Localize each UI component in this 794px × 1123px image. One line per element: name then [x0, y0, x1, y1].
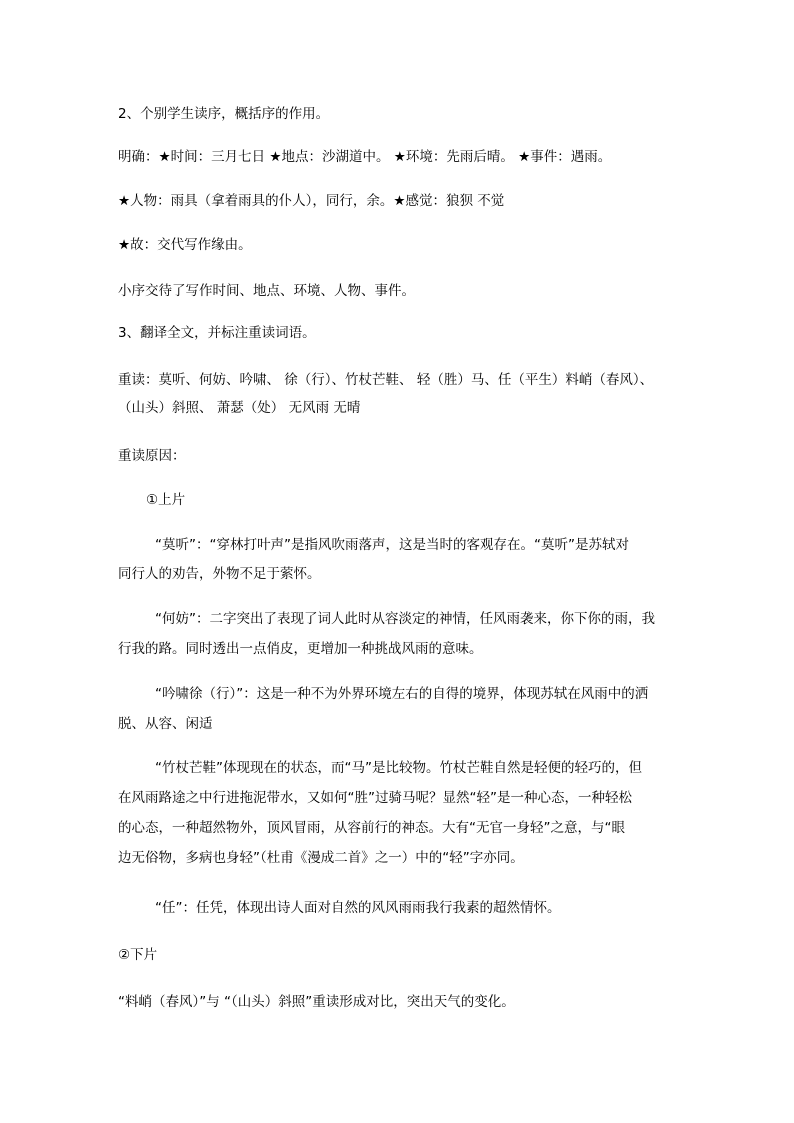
answer-line-3: ★故：交代写作缘由。: [118, 237, 252, 253]
para-hefang-line-1: “何妨”：二字突出了表现了词人此时从容淡定的神情，任风雨袭来，你下你的雨，我: [155, 611, 655, 627]
upper-section-label: ①上片: [146, 492, 186, 508]
para-yinxiao-line-1: “吟啸徐（行）”：这是一种不为外界环境左右的自得的境界，体现苏轼在风雨中的洒: [155, 686, 649, 702]
para-ren: “任”：任凭，体现出诗人面对自然的风风雨雨我行我素的超然情怀。: [155, 900, 561, 916]
para-zhuzhang-line-4: 边无俗物，多病也身轻”（杜甫《漫成二首》之一）中的“轻”字亦同。: [118, 850, 524, 866]
para-yinxiao-line-2: 脱、从容、闲适: [118, 716, 213, 732]
para-hefang-line-2: 行我的路。同时透出一点俏皮，更增加一种挑战风雨的意味。: [118, 641, 483, 657]
para-moting-line-1: “莫听”：“穿林打叶声”是指风吹雨落声，这是当时的客观存在。“莫听”是苏轼对: [155, 537, 629, 553]
para-zhuzhang-line-1: “竹杖芒鞋”体现现在的状态，而“马”是比较物。竹杖芒鞋自然是轻便的轻巧的，但: [155, 760, 642, 776]
preface-summary: 小序交待了写作时间、地点、环境、人物、事件。: [118, 283, 415, 299]
lower-section-label: ②下片: [118, 947, 158, 963]
item-3-heading: 3、翻译全文，并标注重读词语。: [118, 325, 316, 341]
stress-words-line-1: 重读：莫听、何妨、吟啸、 徐（行）、竹杖芒鞋、 轻（胜）马、任（平生）料峭（春风）、: [118, 372, 654, 388]
para-moting-line-2: 同行人的劝告，外物不足于萦怀。: [118, 566, 321, 582]
para-zhuzhang-line-3: 的心态，一种超然物外，顶风冒雨，从容前行的神态。大有“无官一身轻”之意，与“眼: [118, 820, 625, 836]
para-zhuzhang-line-2: 在风雨路途之中行进拖泥带水，又如何“胜”过骑马呢？显然“轻”是一种心态，一种轻松: [118, 790, 632, 806]
stress-reason-heading: 重读原因：: [118, 448, 186, 464]
answer-line-1: 明确：★时间：三月七日 ★地点：沙湖道中。 ★环境：先雨后晴。 ★事件：遇雨。: [118, 149, 612, 165]
item-2-heading: 2、个别学生读序，概括序的作用。: [118, 106, 330, 122]
answer-line-2: ★人物：雨具（拿着雨具的仆人），同行，余。★感觉：狼狈 不觉: [118, 193, 505, 209]
para-liaoqiao: “料峭（春风）”与 “（山头）斜照”重读形成对比，突出天气的变化。: [118, 994, 515, 1010]
stress-words-line-2: （山头）斜照、 萧瑟（处） 无风雨 无晴: [118, 400, 361, 416]
